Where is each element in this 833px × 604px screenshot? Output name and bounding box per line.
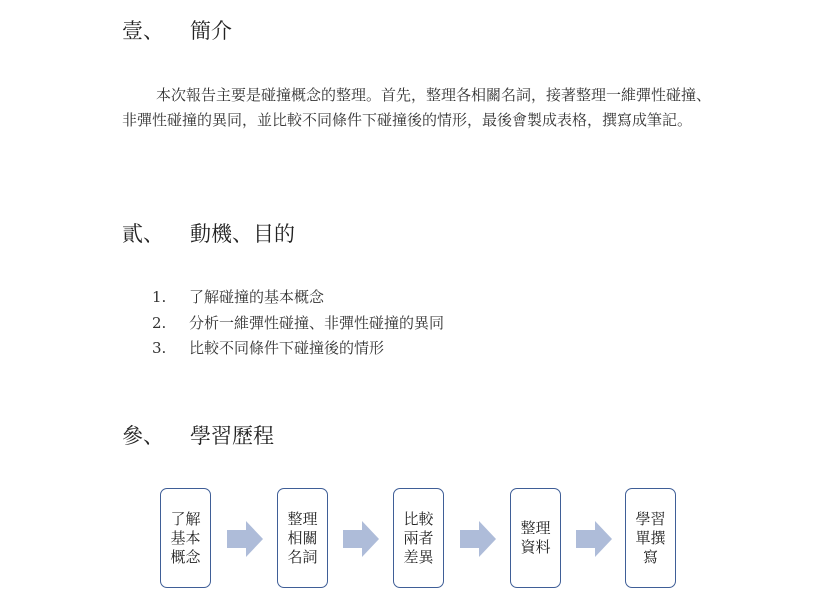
flow-step-box xyxy=(160,488,211,588)
intro-paragraph: 本次報告主要是碰撞概念的整理。首先，整理各相關名詞，接著整理一維彈性碰撞、非彈性碰撞的異同，並比較不同條件下碰撞後的情形，最後會製成表格，撰寫成筆記。 xyxy=(122,86,712,129)
flow-step-label: 了解基本概念 xyxy=(170,509,201,566)
section-title: 簡介 xyxy=(190,19,232,43)
list-item xyxy=(152,311,444,337)
section-heading-intro xyxy=(122,17,232,45)
section-number: 壹、 xyxy=(122,19,164,43)
section-number: 貳、 xyxy=(122,222,164,246)
arrow-right-icon xyxy=(343,521,379,557)
section-title: 動機、目的 xyxy=(190,222,295,246)
list-item-index: 3. xyxy=(152,339,167,357)
list-item xyxy=(152,285,444,311)
flow-step-box xyxy=(393,488,444,588)
section-heading-process xyxy=(122,422,274,450)
flow-step-box xyxy=(625,488,676,588)
flow-step-label: 整理資料 xyxy=(520,519,551,556)
flow-step-box xyxy=(510,488,561,588)
section-number: 參、 xyxy=(122,424,164,448)
arrow-right-icon xyxy=(460,521,496,557)
list-item-text: 分析一維彈性碰撞、非彈性碰撞的異同 xyxy=(189,313,445,332)
flow-step-label: 學習單撰寫 xyxy=(635,509,666,566)
list-item-index: 2. xyxy=(152,313,167,332)
flow-step-label: 比較兩者差異 xyxy=(403,509,434,566)
list-item xyxy=(152,336,444,362)
list-item-text: 比較不同條件下碰撞後的情形 xyxy=(189,339,385,357)
list-item-index: 1. xyxy=(152,288,167,306)
flow-step-label: 整理相關名詞 xyxy=(287,509,318,566)
flow-step-box xyxy=(277,488,328,588)
arrow-right-icon xyxy=(576,521,612,557)
list-item-text: 了解碰撞的基本概念 xyxy=(189,288,325,306)
section-heading-motivation xyxy=(122,220,295,248)
section-title: 學習歷程 xyxy=(190,424,274,448)
goals-list xyxy=(152,285,444,362)
arrow-right-icon xyxy=(227,521,263,557)
